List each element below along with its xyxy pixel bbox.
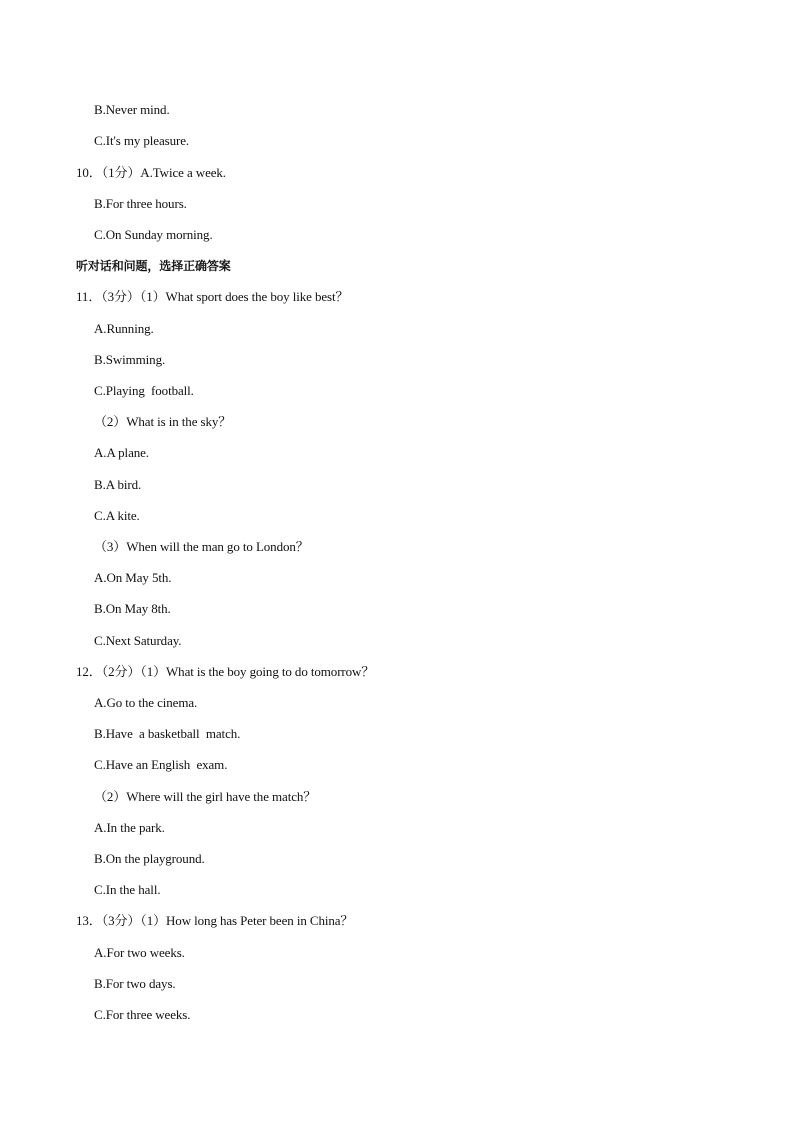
q11-1-option-a: A.Running. — [94, 321, 154, 336]
q13-stem: 13．（3分）（1）How long has Peter been in China？ — [76, 913, 354, 928]
q11-2-stem: （2）What is in the sky？ — [94, 414, 232, 429]
q12-2-option-c: C.In the hall. — [94, 882, 161, 897]
q9-option-c: C.It's my pleasure. — [94, 133, 190, 148]
q10-stem: 10．（1分）A.Twice a week. — [76, 165, 226, 180]
q12-stem: 12．（2分）（1）What is the boy going to do tomorrow？ — [76, 664, 375, 679]
q11-2-option-c: C.A kite. — [94, 508, 140, 523]
q11-3-option-c: C.Next Saturday. — [94, 633, 182, 648]
q13-option-c: C.For three weeks. — [94, 1007, 191, 1022]
q11-3-option-b: B.On May 8th. — [94, 601, 171, 616]
q11-2-option-a: A.A plane. — [94, 445, 149, 460]
q11-3-option-a: A.On May 5th. — [94, 570, 172, 585]
q12-1-option-b: B.Have a basketball match. — [94, 726, 241, 741]
q11-1-option-b: B.Swimming. — [94, 352, 166, 367]
q12-2-stem: （2）Where will the girl have the match？ — [94, 789, 317, 804]
q11-1-option-c: C.Playing football. — [94, 383, 194, 398]
q10-option-c: C.On Sunday morning. — [94, 227, 213, 242]
q11-stem: 11．（3分）（1）What sport does the boy like best？ — [76, 289, 349, 304]
q13-option-b: B.For two days. — [94, 976, 176, 991]
q11-3-stem: （3）When will the man go to London？ — [94, 539, 309, 554]
q13-option-a: A.For two weeks. — [94, 945, 185, 960]
q12-1-option-c: C.Have an English exam. — [94, 757, 228, 772]
q12-1-option-a: A.Go to the cinema. — [94, 695, 198, 710]
q10-option-b: B.For three hours. — [94, 196, 187, 211]
section-heading: 听对话和问题，选择正确答案 — [76, 259, 231, 273]
q9-option-b: B.Never mind. — [94, 102, 170, 117]
q12-2-option-b: B.On the playground. — [94, 851, 205, 866]
q11-2-option-b: B.A bird. — [94, 477, 142, 492]
q12-2-option-a: A.In the park. — [94, 820, 165, 835]
